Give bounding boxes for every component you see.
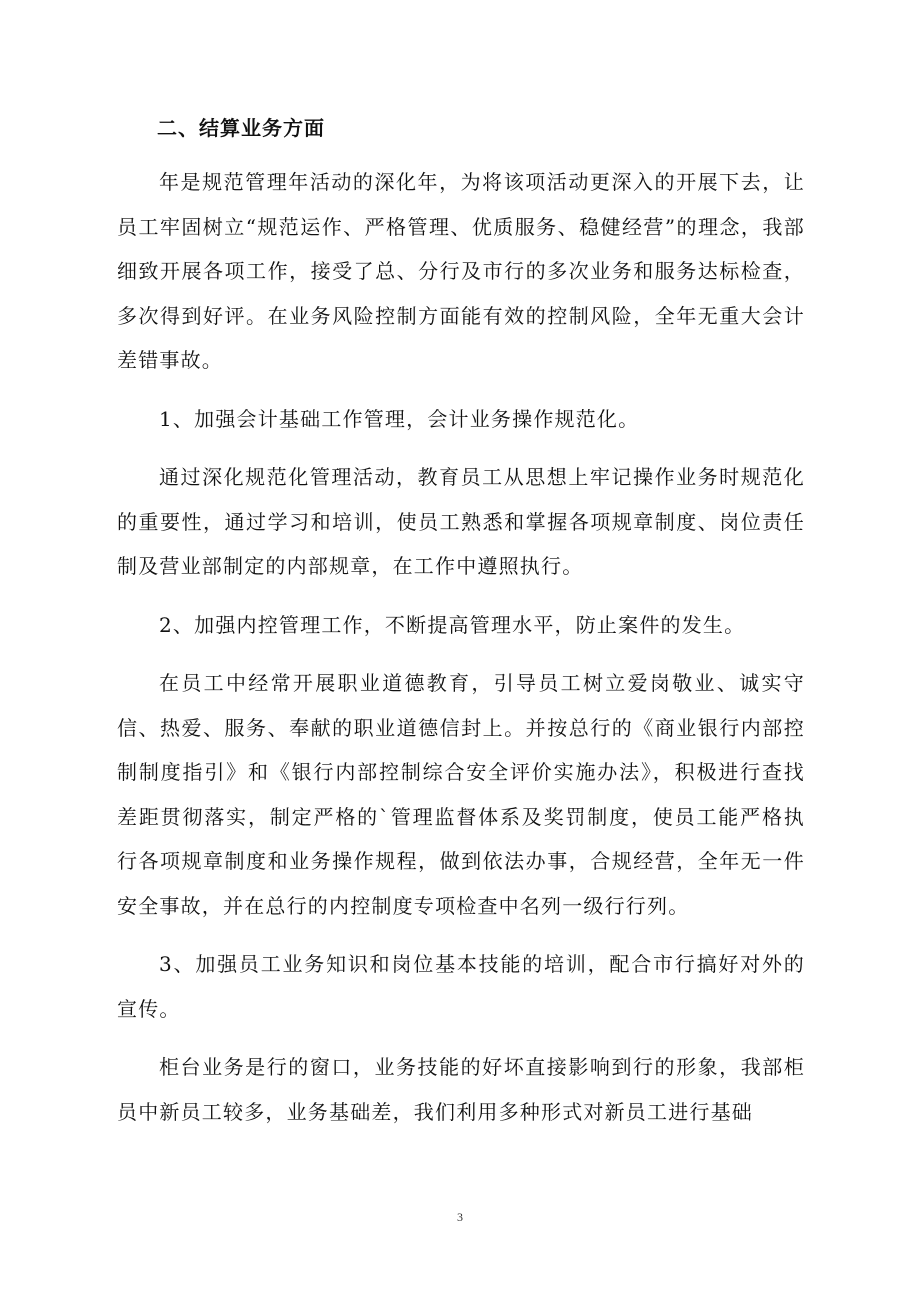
- paragraph-2: 在员工中经常开展职业道德教育，引导员工树立爱岗敬业、诚实守信、热爱、服务、奉献的职业道德信封上。并按总行的《商业银行内部控制制度指引》和《银行内部控制综合安全评价实施办法》，积极进行查找差距贯彻落实，制定严格的`管理监督体系及奖罚制度，使员工能严格执行各项规章制度和业务操作规程，做到依法办事，合规经营，全年无一件安全事故，并在总行的内控制度专项检查中名列一级行行列。: [117, 671, 805, 918]
- paragraph-3: 柜台业务是行的窗口，业务技能的好坏直接影响到行的形象，我部柜员中新员工较多，业务基础差，我们利用多种形式对新员工进行基础: [117, 1055, 805, 1124]
- paragraph-intro: 年是规范管理年活动的深化年，为将该项活动更深入的开展下去，让员工牢固树立“规范运作、严格管理、优质服务、稳健经营”的理念，我部细致开展各项工作，接受了总、分行及市行的多次业务和服务达标检查，多次得到好评。在业务风险控制方面能有效的控制风险，全年无重大会计差错事故。: [117, 170, 805, 372]
- section-heading: 二、结算业务方面: [157, 116, 325, 140]
- subheading-2: 2、加强内控管理工作，不断提高管理水平，防止案件的发生。: [159, 612, 746, 637]
- paragraph-1: 通过深化规范化管理活动，教育员工从思想上牢记操作业务时规范化的重要性，通过学习和培训，使员工熟悉和掌握各项规章制度、岗位责任制及营业部制定的内部规章，在工作中遵照执行。: [117, 465, 805, 578]
- subheading-3: 3、加强员工业务知识和岗位基本技能的培训，配合市行搞好对外的宣传。: [117, 952, 805, 1021]
- document-body: [117, 108, 805, 1148]
- subheading-1: 1、加强会计基础工作管理，会计业务操作规范化。: [159, 406, 640, 431]
- page-number: 3: [457, 1210, 463, 1224]
